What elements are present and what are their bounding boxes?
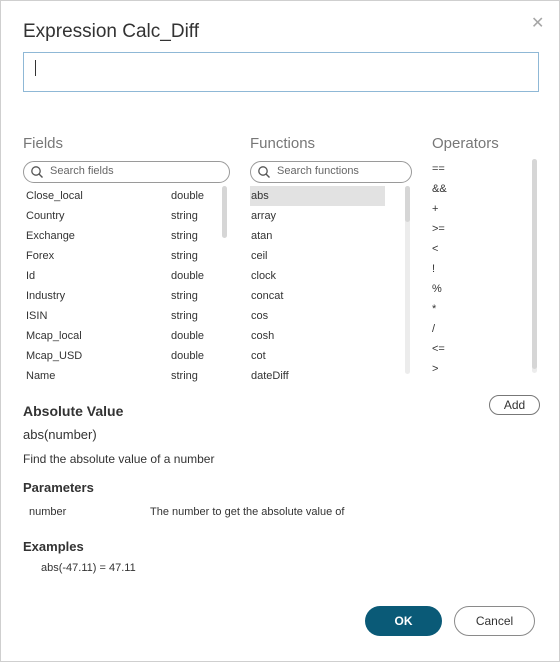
field-list-item[interactable] <box>23 246 218 266</box>
field-type: string <box>171 250 198 262</box>
function-name-label: ceil <box>251 250 268 262</box>
function-name-label: dateDiff <box>251 370 289 382</box>
param-description: The number to get the absolute value of <box>150 506 345 518</box>
search-icon <box>30 165 44 179</box>
field-type: string <box>171 210 198 222</box>
operators-scrollbar-thumb[interactable] <box>532 159 537 369</box>
function-name-label: cosh <box>251 330 275 342</box>
parameters-header: Parameters <box>23 480 94 495</box>
function-list-item[interactable] <box>250 326 385 346</box>
text-caret <box>35 60 36 76</box>
operator-item[interactable]: + <box>432 203 439 215</box>
field-name: Id <box>26 270 36 282</box>
field-list-item[interactable] <box>23 266 218 286</box>
function-list-item[interactable] <box>250 306 385 326</box>
function-name-label: cot <box>251 350 266 362</box>
operator-item[interactable]: ! <box>432 263 436 275</box>
function-description: Find the absolute value of a number <box>23 452 215 466</box>
field-type: string <box>171 310 198 322</box>
dialog-title: Expression Calc_Diff <box>23 21 200 42</box>
field-name: Mcap_local <box>26 330 82 342</box>
field-type: double <box>171 270 205 282</box>
field-type: double <box>171 350 205 362</box>
functions-header: Functions <box>250 135 316 152</box>
field-name: Close_local <box>26 190 83 202</box>
field-type: double <box>171 190 205 202</box>
ok-button[interactable]: OK <box>365 606 442 636</box>
field-list-item[interactable] <box>23 186 218 206</box>
functions-scrollbar-thumb[interactable] <box>405 186 410 222</box>
field-name: Forex <box>26 250 55 262</box>
field-name: Country <box>26 210 65 222</box>
field-type: string <box>171 370 198 382</box>
field-name: Name <box>26 370 56 382</box>
param-name: number <box>29 506 67 518</box>
expression-input[interactable] <box>23 52 539 92</box>
fields-search-input[interactable] <box>23 161 230 183</box>
function-name-label: cos <box>251 310 269 322</box>
function-signature: abs(number) <box>23 427 97 442</box>
functions-list <box>250 186 415 382</box>
operator-item[interactable]: > <box>432 363 439 375</box>
function-name-label: array <box>251 210 277 222</box>
search-icon <box>257 165 271 179</box>
fields-list <box>23 186 233 382</box>
field-name: ISIN <box>26 310 48 322</box>
fields-scrollbar-thumb[interactable] <box>222 186 227 238</box>
close-icon[interactable]: ✕ <box>531 15 545 32</box>
field-list-item[interactable] <box>23 346 218 366</box>
field-name: Mcap_USD <box>26 350 83 362</box>
field-list-item[interactable] <box>23 306 218 326</box>
examples-header: Examples <box>23 539 84 554</box>
operator-item[interactable]: && <box>432 183 447 195</box>
function-list-item[interactable] <box>250 206 385 226</box>
operator-item[interactable]: < <box>432 243 439 255</box>
function-list-item[interactable] <box>250 246 385 266</box>
operator-item[interactable]: >= <box>432 223 445 235</box>
field-type: string <box>171 290 198 302</box>
fields-header: Fields <box>23 135 64 152</box>
field-type: double <box>171 330 205 342</box>
operator-item[interactable]: * <box>432 303 437 315</box>
field-list-item[interactable] <box>23 226 218 246</box>
field-list-item[interactable] <box>23 206 218 226</box>
function-name-label: concat <box>251 290 284 302</box>
example-text: abs(-47.11) = 47.11 <box>41 562 136 574</box>
operator-item[interactable]: / <box>432 323 436 335</box>
field-name: Industry <box>26 290 66 302</box>
function-list-item[interactable] <box>250 346 385 366</box>
field-type: string <box>171 230 198 242</box>
operator-item[interactable]: <= <box>432 343 445 355</box>
field-list-item[interactable] <box>23 286 218 306</box>
functions-search-placeholder: Search functions <box>277 165 359 177</box>
function-name-label: clock <box>251 270 277 282</box>
function-name-label: atan <box>251 230 273 242</box>
operator-item[interactable]: == <box>432 163 445 175</box>
function-list-item[interactable] <box>250 226 385 246</box>
add-button[interactable]: Add <box>489 395 540 415</box>
function-list-item[interactable] <box>250 286 385 306</box>
operators-list <box>432 159 544 373</box>
fields-search-placeholder: Search fields <box>50 165 114 177</box>
operator-item[interactable]: % <box>432 283 442 295</box>
field-list-item[interactable] <box>23 366 218 386</box>
function-list-item[interactable] <box>250 186 385 206</box>
function-name-label: abs <box>251 190 269 202</box>
field-name: Exchange <box>26 230 75 242</box>
functions-search-input[interactable] <box>250 161 412 183</box>
function-list-item[interactable] <box>250 366 385 386</box>
operators-header: Operators <box>432 135 499 152</box>
function-name: Absolute Value <box>23 403 124 419</box>
function-list-item[interactable] <box>250 266 385 286</box>
cancel-button[interactable]: Cancel <box>454 606 535 636</box>
field-list-item[interactable] <box>23 326 218 346</box>
